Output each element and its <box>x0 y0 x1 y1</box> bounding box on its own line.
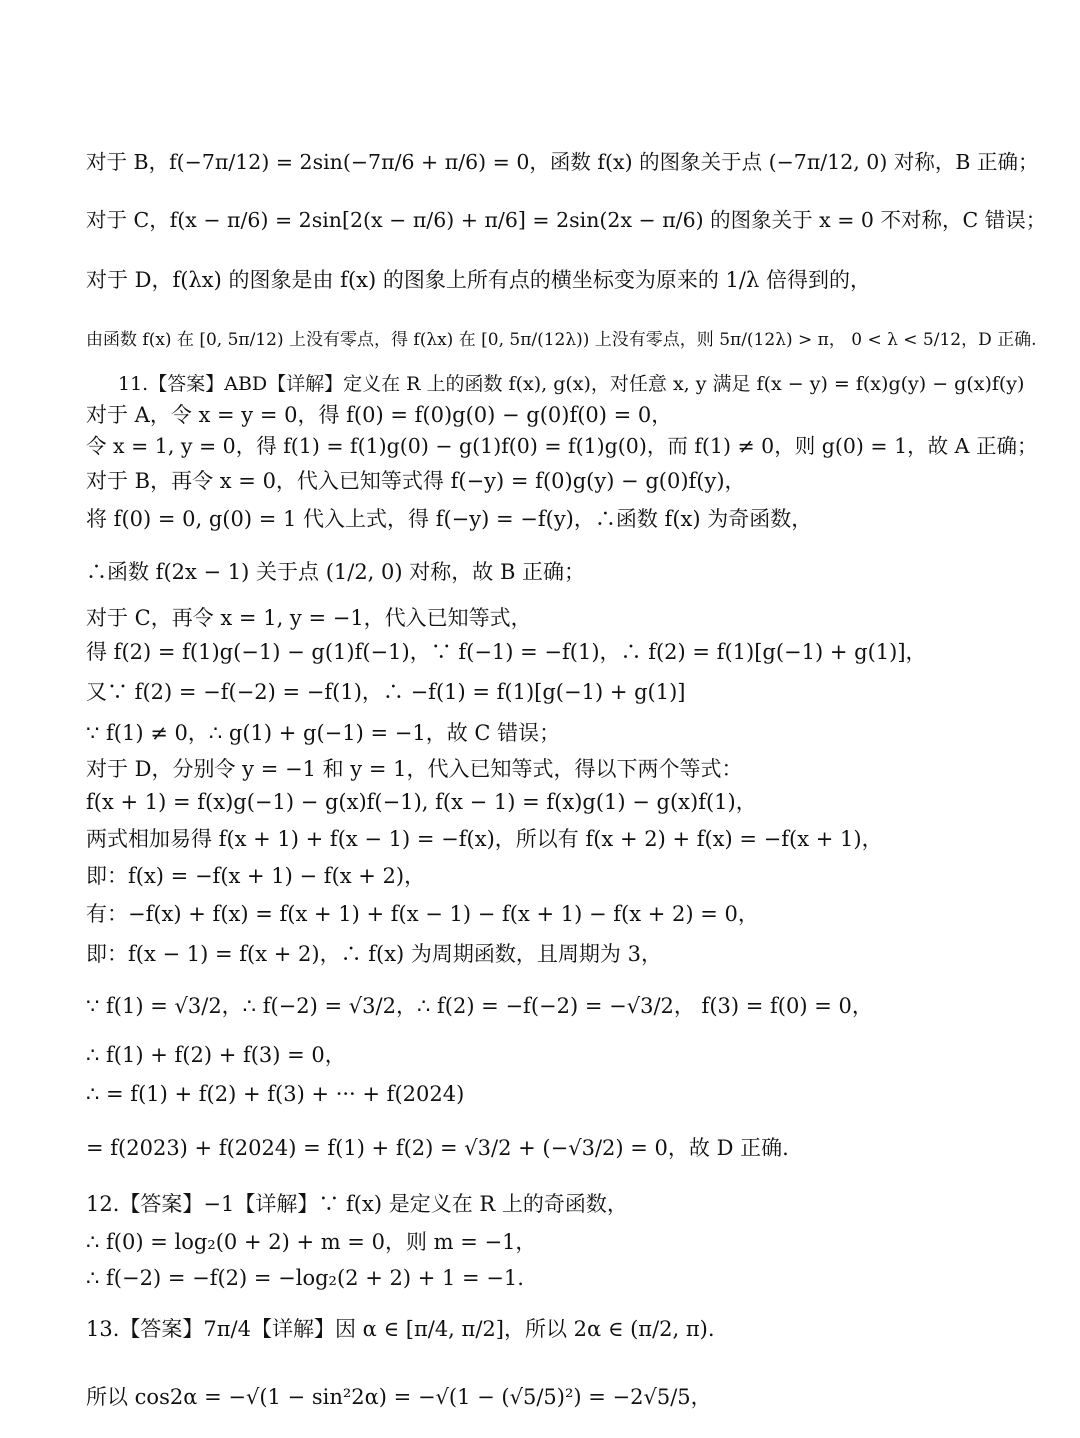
text-line: ∵ f(1) ≠ 0，∴ g(1) + g(−1) = −1，故 C 错误； <box>86 721 561 745</box>
text-line: ∴函数 f(2x − 1) 关于点 (1/2, 0) 对称，故 B 正确； <box>86 560 586 584</box>
text-line: 对于 B，f(−7π/12) = 2sin(−7π/6 + π/6) = 0，函数 f(x) 的图象关于点 (−7π/12, 0) 对称，B 正确； <box>86 150 1039 174</box>
text-line: 即：f(x − 1) = f(x + 2)，∴ f(x) 为周期函数，且周期为 3， <box>86 942 662 966</box>
text-line: 由函数 f(x) 在 [0, 5π/12) 上没有零点，得 f(λx) 在 [0, 5π/(12λ)) 上没有零点，则 5π/(12λ) > π， 0 < λ < 5/12，D 正确. <box>86 330 1037 350</box>
text-line: 有：−f(x) + f(x) = f(x + 1) + f(x − 1) − f(x + 1) − f(x + 2) = 0， <box>86 902 759 926</box>
text-line: 得 f(2) = f(1)g(−1) − g(1)f(−1)，∵ f(−1) = −f(1)，∴ f(2) = f(1)[g(−1) + g(1)]， <box>86 640 927 664</box>
text-line: 对于 C，再令 x = 1, y = −1，代入已知等式， <box>86 606 532 630</box>
text-line: 对于 D，分别令 y = −1 和 y = 1，代入已知等式，得以下两个等式： <box>86 757 743 781</box>
question-12-header: 12.【答案】−1【详解】∵ f(x) 是定义在 R 上的奇函数， <box>86 1192 628 1216</box>
text-line: 两式相加易得 f(x + 1) + f(x − 1) = −f(x)，所以有 f(x + 2) + f(x) = −f(x + 1)， <box>86 827 883 851</box>
text-line: ∴ f(0) = log₂(0 + 2) + m = 0，则 m = −1， <box>86 1230 537 1254</box>
text-line: 对于 B，再令 x = 0，代入已知等式得 f(−y) = f(0)g(y) − g(0)f(y)， <box>86 469 746 493</box>
text-line: 对于 A，令 x = y = 0，得 f(0) = f(0)g(0) − g(0)f(0) = 0， <box>86 403 673 427</box>
text-line: ∴ f(−2) = −f(2) = −log₂(2 + 2) + 1 = −1. <box>86 1266 524 1290</box>
text-line: 对于 D，f(λx) 的图象是由 f(x) 的图象上所有点的横坐标变为原来的 1/λ 倍得到的， <box>86 268 871 292</box>
question-13-header: 13.【答案】7π/4【详解】因 α ∈ [π/4, π/2]，所以 2α ∈ (π/2, π). <box>86 1317 715 1341</box>
text-line: 将 f(0) = 0, g(0) = 1 代入上式，得 f(−y) = −f(y)，∴函数 f(x) 为奇函数， <box>86 507 813 531</box>
text-line: 又∵ f(2) = −f(−2) = −f(1)，∴ −f(1) = f(1)[g(−1) + g(1)] <box>86 680 686 704</box>
text-line: f(x + 1) = f(x)g(−1) − g(x)f(−1), f(x − 1) = f(x)g(1) − g(x)f(1)， <box>86 790 757 814</box>
text-line: 所以 cos2α = −√(1 − sin²2α) = −√(1 − (√5/5)²) = −2√5/5， <box>86 1385 712 1409</box>
question-11-header: 11.【答案】ABD【详解】定义在 R 上的函数 f(x), g(x)，对任意 x, y 满足 f(x − y) = f(x)g(y) − g(x)f(y) <box>118 373 1025 395</box>
text-line: 令 x = 1, y = 0，得 f(1) = f(1)g(0) − g(1)f(0) = f(1)g(0)，而 f(1) ≠ 0，则 g(0) = 1，故 A 正确； <box>86 434 1038 458</box>
text-line: 即：f(x) = −f(x + 1) − f(x + 2)， <box>86 864 426 888</box>
text-line: ∴ = f(1) + f(2) + f(3) + ··· + f(2024) <box>86 1082 465 1106</box>
text-line: 对于 C，f(x − π/6) = 2sin[2(x − π/6) + π/6] = 2sin(2x − π/6) 的图象关于 x = 0 不对称，C 错误； <box>86 208 1046 232</box>
text-line: ∵ f(1) = √3/2，∴ f(−2) = √3/2，∴ f(2) = −f(−2) = −√3/2， f(3) = f(0) = 0， <box>86 994 873 1018</box>
text-line: = f(2023) + f(2024) = f(1) + f(2) = √3/2 + (−√3/2) = 0，故 D 正确. <box>86 1136 789 1160</box>
text-line: ∴ f(1) + f(2) + f(3) = 0， <box>86 1043 346 1067</box>
